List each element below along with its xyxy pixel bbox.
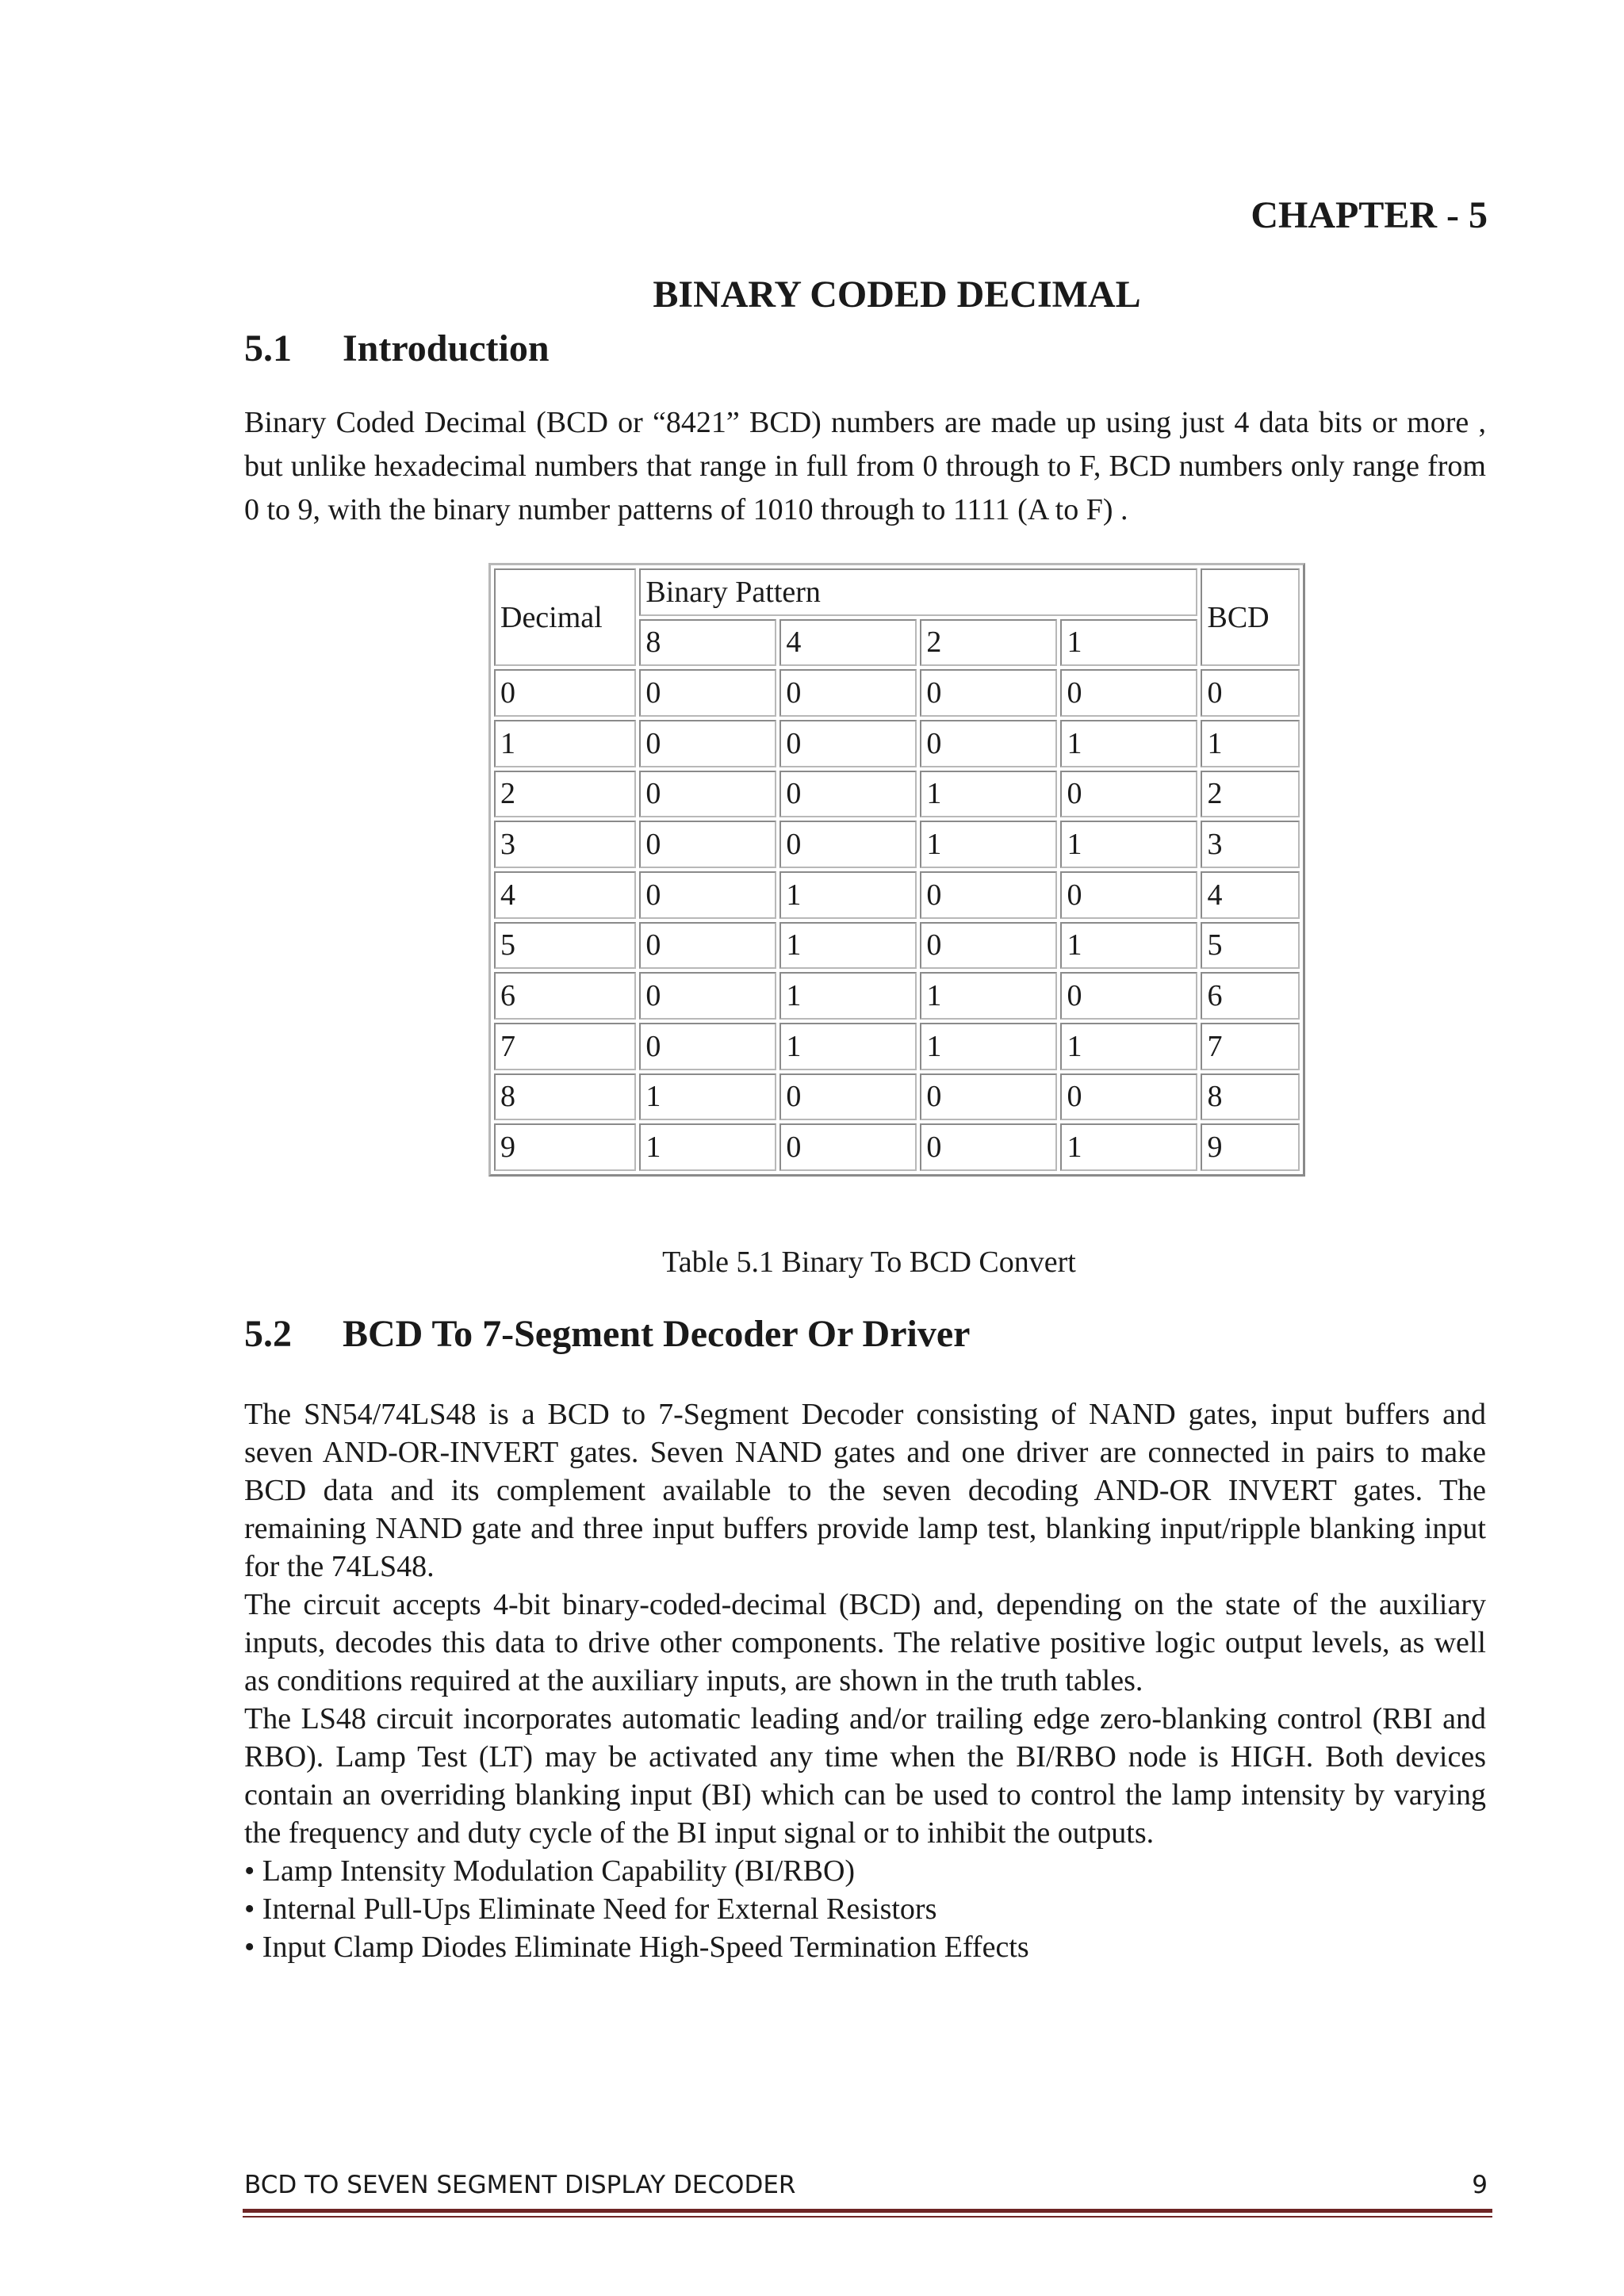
table-cell: 0 <box>639 972 776 1020</box>
table-cell: 1 <box>920 1023 1057 1070</box>
table-cell: 0 <box>779 1123 917 1171</box>
table-cell: 5 <box>1201 922 1300 970</box>
table-cell: 0 <box>494 669 636 717</box>
table-cell: 0 <box>1060 1073 1197 1121</box>
table-cell: 0 <box>920 720 1057 767</box>
table-cell: 8 <box>494 1073 636 1121</box>
table-cell: 0 <box>920 1073 1057 1121</box>
table-cell: 8 <box>1201 1073 1300 1121</box>
table-cell: 0 <box>920 871 1057 919</box>
table-cell: 1 <box>779 922 917 970</box>
table-cell: 3 <box>494 821 636 868</box>
table-cell: 1 <box>920 821 1057 868</box>
paragraph: The LS48 circuit incorporates automatic leading and/or trailing edge zero-blanking control (RBI and RBO). Lamp Test (LT) may be activated any time when the BI/RBO node is HIGH. Both devices contain an overriding blanking input (BI) which can be used to control the lamp intensity by varying the frequency and duty cycle of the BI input signal or to inhibit the outputs. <box>244 1702 1486 1850</box>
table-row <box>494 720 1300 767</box>
table-header-row <box>494 568 1300 616</box>
bit-weight-2: 2 <box>920 619 1057 667</box>
section-number: 5.1 <box>244 327 292 369</box>
bit-weight-4: 4 <box>779 619 917 667</box>
table-cell: 0 <box>639 1023 776 1070</box>
table-cell: 0 <box>1060 972 1197 1020</box>
table-cell: 5 <box>494 922 636 970</box>
table-cell: 0 <box>779 771 917 818</box>
table-cell: 0 <box>1060 871 1197 919</box>
table-cell: 0 <box>639 771 776 818</box>
section-title: BCD To 7-Segment Decoder Or Driver <box>343 1313 971 1355</box>
list-item: • Internal Pull-Ups Eliminate Need for External Resistors <box>244 1892 937 1926</box>
table-cell: 7 <box>494 1023 636 1070</box>
chapter-label: CHAPTER - 5 <box>1251 194 1488 236</box>
header-bcd: BCD <box>1201 568 1300 666</box>
paragraph: The circuit accepts 4-bit binary-coded-decimal (BCD) and, depending on the state of the auxiliary inputs, decodes this data to drive other components. The relative positive logic output levels, as well as conditions required at the auxiliary inputs, are shown in the truth tables. <box>244 1588 1486 1697</box>
table-caption: Table 5.1 Binary To BCD Convert <box>662 1246 1076 1279</box>
bit-weight-8: 8 <box>639 619 776 667</box>
table-row <box>494 1023 1300 1070</box>
table-cell: 9 <box>1201 1123 1300 1171</box>
header-binary-pattern: Binary Pattern <box>639 568 1197 616</box>
table-cell: 1 <box>639 1073 776 1121</box>
section-number: 5.2 <box>244 1313 292 1355</box>
table-cell: 4 <box>1201 871 1300 919</box>
table-cell: 2 <box>1201 771 1300 818</box>
feature-list <box>244 1852 1486 1966</box>
table-cell: 0 <box>639 821 776 868</box>
header-decimal: Decimal <box>494 568 636 666</box>
table-cell: 1 <box>779 871 917 919</box>
table-cell: 0 <box>639 922 776 970</box>
section-heading-decoder <box>244 1312 970 1356</box>
page-number: 9 <box>1472 2171 1488 2199</box>
list-item: • Input Clamp Diodes Eliminate High-Speed Termination Effects <box>244 1931 1029 1964</box>
table-cell: 1 <box>920 972 1057 1020</box>
table-cell: 1 <box>1060 922 1197 970</box>
table-row <box>494 1073 1300 1121</box>
table-row <box>494 972 1300 1020</box>
section-title: Introduction <box>343 327 550 369</box>
table-cell: 3 <box>1201 821 1300 868</box>
table-cell: 0 <box>779 821 917 868</box>
table-cell: 7 <box>1201 1023 1300 1070</box>
table-cell: 1 <box>1201 720 1300 767</box>
table-cell: 0 <box>920 922 1057 970</box>
footer-divider <box>243 2209 1492 2213</box>
footer-divider <box>243 2216 1492 2218</box>
table-cell: 6 <box>1201 972 1300 1020</box>
table-row <box>494 922 1300 970</box>
table-cell: 1 <box>779 972 917 1020</box>
table-row <box>494 821 1300 868</box>
footer-title: BCD TO SEVEN SEGMENT DISPLAY DECODER <box>244 2171 796 2199</box>
table-row <box>494 1123 1300 1171</box>
table-row <box>494 771 1300 818</box>
decoder-description <box>244 1395 1486 1966</box>
table-cell: 1 <box>1060 1023 1197 1070</box>
table-cell: 2 <box>494 771 636 818</box>
table-cell: 0 <box>1060 669 1197 717</box>
bit-weight-1: 1 <box>1060 619 1197 667</box>
table-cell: 0 <box>920 669 1057 717</box>
table-cell: 1 <box>779 1023 917 1070</box>
table-cell: 0 <box>639 669 776 717</box>
table-cell: 0 <box>779 1073 917 1121</box>
table-cell: 1 <box>494 720 636 767</box>
table-cell: 0 <box>1201 669 1300 717</box>
table-cell: 0 <box>1060 771 1197 818</box>
table-cell: 0 <box>639 871 776 919</box>
table-cell: 1 <box>1060 1123 1197 1171</box>
table-cell: 0 <box>920 1123 1057 1171</box>
table-cell: 0 <box>639 720 776 767</box>
table-cell: 1 <box>639 1123 776 1171</box>
document-title: BINARY CODED DECIMAL <box>653 274 1141 316</box>
table-cell: 1 <box>920 771 1057 818</box>
table-row <box>494 669 1300 717</box>
table-cell: 9 <box>494 1123 636 1171</box>
table-cell: 0 <box>779 669 917 717</box>
paragraph: The SN54/74LS48 is a BCD to 7-Segment Decoder consisting of NAND gates, input buffers and seven AND-OR-INVERT gates. Seven NAND gates and one driver are connected in pairs to make BCD data and its complement available to the seven decoding AND-OR INVERT gates. The remaining NAND gate and three input buffers provide lamp test, blanking input/ripple blanking input for the 74LS48. <box>244 1398 1486 1583</box>
section-heading-introduction <box>244 327 550 370</box>
intro-paragraph: Binary Coded Decimal (BCD or “8421” BCD) numbers are made up using just 4 data bits or more , but unlike hexadecimal numbers that range in full from 0 through to F, BCD numbers only range from 0 to 9, with the binary number patterns of 1010 through to 1111 (A to F) . <box>244 406 1486 526</box>
table-row <box>494 871 1300 919</box>
table-cell: 0 <box>779 720 917 767</box>
table-cell: 6 <box>494 972 636 1020</box>
table-cell: 4 <box>494 871 636 919</box>
list-item: • Lamp Intensity Modulation Capability (BI/RBO) <box>244 1854 856 1888</box>
table-cell: 1 <box>1060 821 1197 868</box>
bcd-conversion-table <box>488 563 1305 1177</box>
table-cell: 1 <box>1060 720 1197 767</box>
